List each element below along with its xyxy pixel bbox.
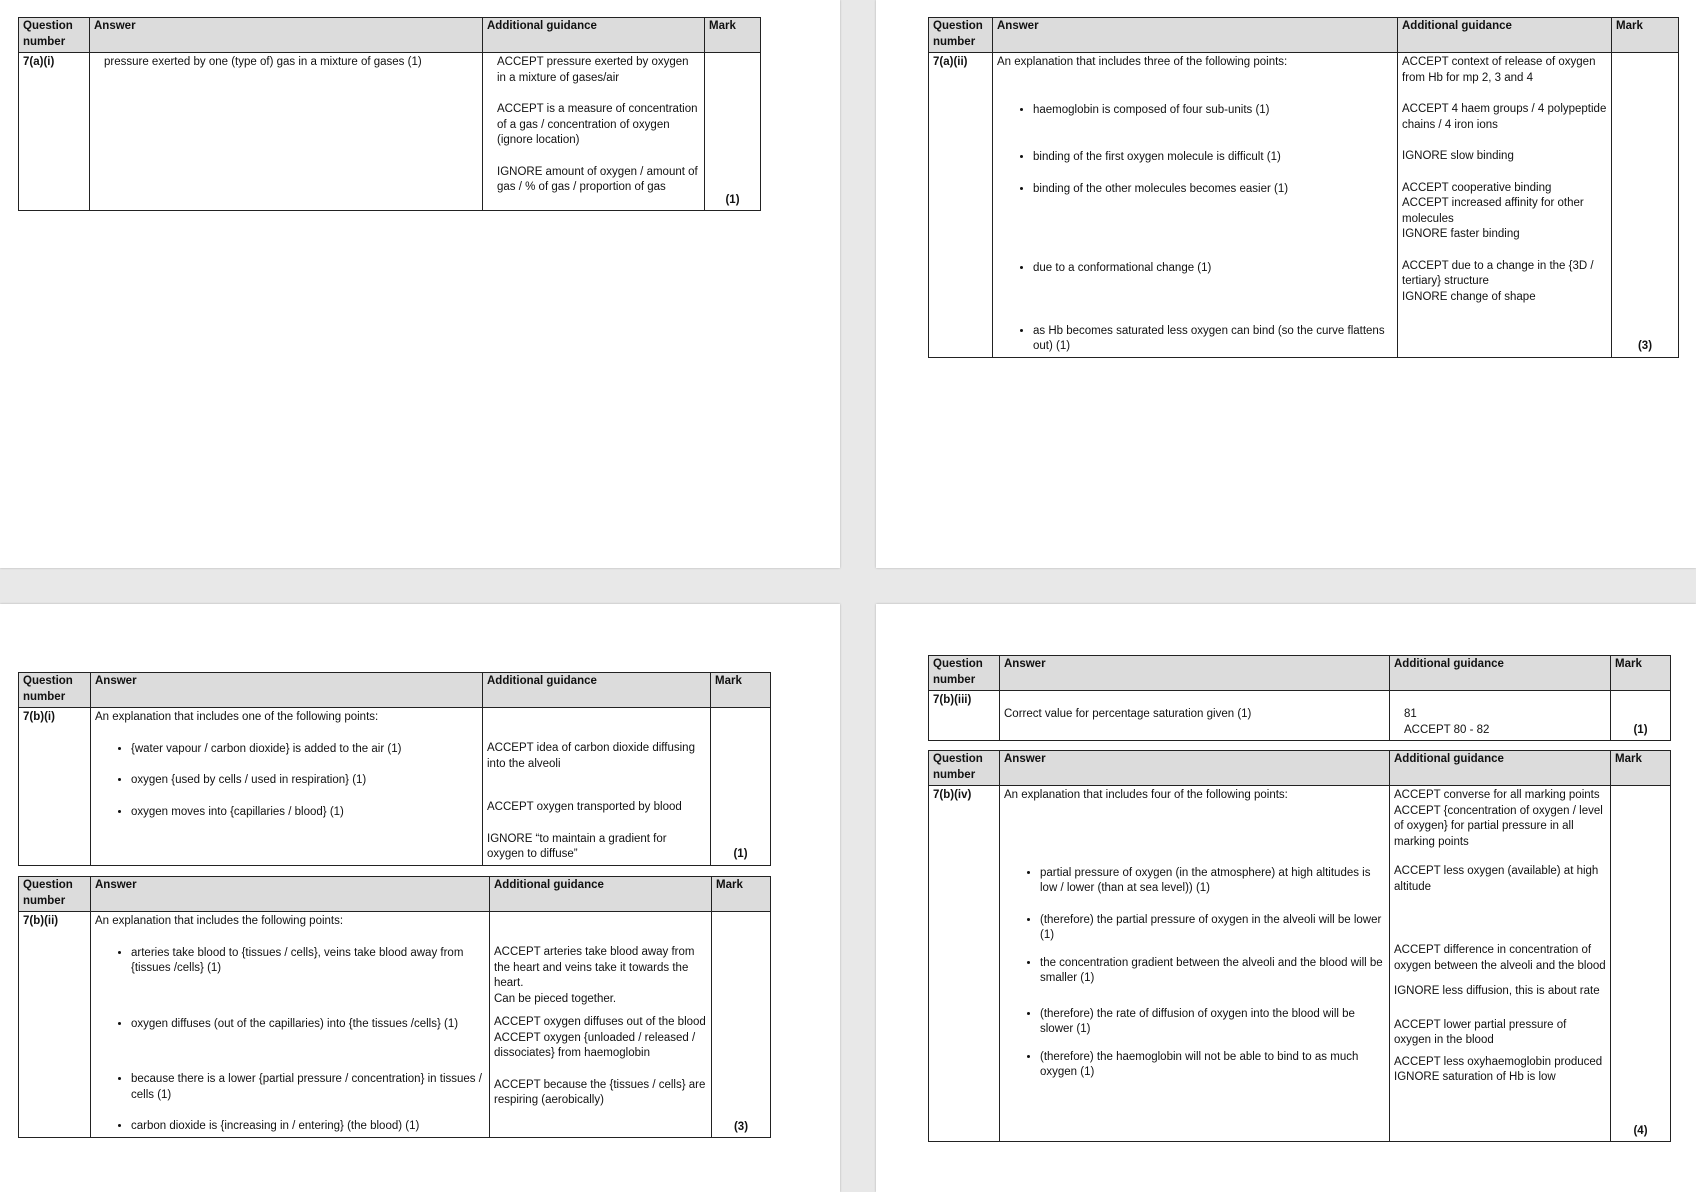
header-question-number: Question number xyxy=(929,18,993,53)
table-7a-i xyxy=(18,17,761,211)
header-question-number: Question number xyxy=(19,18,90,53)
answer-points xyxy=(95,946,485,1135)
answer-intro: An explanation that includes the following points: xyxy=(95,915,344,927)
answer-cell xyxy=(91,708,483,866)
mark-value: (3) xyxy=(1612,53,1679,358)
guidance-line: ACCEPT pressure exerted by oxygen in a mixture of gases/air xyxy=(497,56,689,84)
answer-point: • (therefore) the partial pressure of oxygen in the alveoli will be lower (1) xyxy=(1040,913,1385,944)
answer-intro: An explanation that includes three of the following points: xyxy=(997,56,1288,68)
answer-point: • binding of the first oxygen molecule is difficult (1) xyxy=(1033,150,1393,166)
guidance-line: IGNORE change of shape xyxy=(1402,290,1536,303)
header-answer: Answer xyxy=(91,673,483,708)
header-mark: Mark xyxy=(1611,751,1671,786)
answer-cell xyxy=(91,912,490,1138)
guidance-line: IGNORE amount of oxygen / amount of gas / % of gas / proportion of gas xyxy=(497,165,698,193)
guidance-line: IGNORE faster binding xyxy=(1402,228,1520,240)
guidance-line: ACCEPT due to a change in the {3D / tertiary} structure xyxy=(1402,259,1594,287)
guidance-line: ACCEPT 80 - 82 xyxy=(1404,723,1490,736)
guidance-cell xyxy=(483,53,705,211)
guidance-line: ACCEPT context of release of oxygen from Hb for mp 2, 3 and 4 xyxy=(1402,56,1596,84)
table-7b-iv xyxy=(928,750,1671,1142)
header-question-number: Question number xyxy=(19,877,91,912)
question-number: 7(a)(i) xyxy=(19,53,90,211)
guidance-line: ACCEPT difference in concentration of oxygen between the alveoli and the blood xyxy=(1394,944,1606,972)
header-guidance: Additional guidance xyxy=(1390,656,1611,691)
answer-point: • arteries take blood to {tissues / cells}, veins take blood away from {tissues /cells} (1) xyxy=(131,946,485,977)
guidance-cell xyxy=(1390,786,1611,1142)
answer-point: • oxygen moves into {capillaries / blood} (1) xyxy=(131,805,478,821)
guidance-line: ACCEPT oxygen transported by blood xyxy=(487,801,682,813)
guidance-line: ACCEPT less oxygen (available) at high altitude xyxy=(1394,865,1599,893)
table-7a-ii xyxy=(928,17,1679,358)
header-question-number: Question number xyxy=(929,751,1000,786)
header-guidance: Additional guidance xyxy=(1398,18,1612,53)
answer-point xyxy=(1040,866,1385,897)
guidance-cell xyxy=(1398,53,1612,358)
answer-points xyxy=(997,103,1393,355)
question-number: 7(b)(iv) xyxy=(929,786,1000,1142)
answer-point: • as Hb becomes saturated less oxygen can bind (so the curve flattens out) (1) xyxy=(1033,324,1393,355)
header-guidance: Additional guidance xyxy=(1390,751,1611,786)
guidance-line: ACCEPT less oxyhaemoglobin produced xyxy=(1394,1055,1603,1068)
header-guidance: Additional guidance xyxy=(483,673,711,708)
guidance-cell xyxy=(1390,691,1611,741)
table-7b-iii xyxy=(928,655,1671,741)
page-1 xyxy=(0,0,840,568)
answer-points xyxy=(95,742,478,821)
guidance-line: IGNORE “to maintain a gradient for oxygen to diffuse” xyxy=(487,832,667,860)
guidance-line: Can be pieced together. xyxy=(494,992,617,1005)
answer-point: • because there is a lower {partial pressure / concentration} in tissues / cells (1) xyxy=(131,1072,485,1103)
answer-cell xyxy=(1000,786,1390,1142)
question-number: 7(a)(ii) xyxy=(929,53,993,358)
answer-cell xyxy=(90,53,483,211)
guidance-line: ACCEPT increased affinity for other molecules xyxy=(1402,197,1584,225)
guidance-line: ACCEPT idea of carbon dioxide diffusing into the alveoli xyxy=(487,742,695,770)
guidance-cell xyxy=(483,708,711,866)
answer-point-line: • partial pressure of oxygen (in the atmosphere) at high altitudes is xyxy=(1040,866,1371,879)
answer-intro: An explanation that includes four of the following points: xyxy=(1004,789,1288,801)
mark-value: (1) xyxy=(711,708,771,866)
header-mark: Mark xyxy=(705,18,761,53)
header-guidance: Additional guidance xyxy=(483,18,705,53)
guidance-line: IGNORE slow binding xyxy=(1402,150,1514,162)
answer-point: • {water vapour / carbon dioxide} is added to the air (1) xyxy=(131,742,478,758)
header-guidance: Additional guidance xyxy=(490,877,712,912)
question-number: 7(b)(i) xyxy=(19,708,91,866)
page-3 xyxy=(0,604,840,1192)
guidance-line: ACCEPT arteries take blood away from the heart and veins take it towards the heart. xyxy=(494,946,695,989)
header-mark: Mark xyxy=(712,877,771,912)
header-question-number: Question number xyxy=(19,673,91,708)
answer-cell xyxy=(1000,691,1390,741)
guidance-line: ACCEPT because the {tissues / cells} are respiring (aerobically) xyxy=(494,1078,706,1106)
answer-point: • (therefore) the haemoglobin will not be able to bind to as much oxygen (1) xyxy=(1040,1050,1385,1081)
header-mark: Mark xyxy=(1611,656,1671,691)
answer-text: pressure exerted by one (type of) gas in a mixture of gases (1) xyxy=(104,56,422,68)
header-mark: Mark xyxy=(711,673,771,708)
guidance-line: ACCEPT cooperative binding xyxy=(1402,181,1552,194)
mark-value: (1) xyxy=(1611,691,1671,741)
answer-point: • the concentration gradient between the alveoli and the blood will be smaller (1) xyxy=(1040,956,1385,987)
answer-point: • carbon dioxide is {increasing in / entering} (the blood) (1) xyxy=(131,1119,485,1135)
guidance-line: 81 xyxy=(1404,708,1417,720)
answer-point-line: low / lower (than at sea level)) (1) xyxy=(1040,882,1211,894)
table-7b-ii xyxy=(18,876,771,1138)
mark-value: (3) xyxy=(712,912,771,1138)
header-answer: Answer xyxy=(993,18,1398,53)
answer-point: • (therefore) the rate of diffusion of oxygen into the blood will be slower (1) xyxy=(1040,1007,1385,1038)
answer-point: • binding of the other molecules becomes easier (1) xyxy=(1033,182,1393,198)
answer-point: • oxygen diffuses (out of the capillaries) into {the tissues /cells} (1) xyxy=(131,1017,485,1033)
guidance-line: IGNORE saturation of Hb is low xyxy=(1394,1071,1556,1083)
question-number: 7(b)(ii) xyxy=(19,912,91,1138)
answer-point: • oxygen {used by cells / used in respiration} (1) xyxy=(131,773,478,789)
guidance-line: IGNORE less diffusion, this is about rate xyxy=(1394,985,1600,997)
page-2 xyxy=(876,0,1696,568)
header-question-number: Question number xyxy=(929,656,1000,691)
guidance-line: ACCEPT {concentration of oxygen / level of oxygen} for partial pressure in all marking points xyxy=(1394,804,1603,848)
guidance-line: ACCEPT is a measure of concentration of a gas / concentration of oxygen (ignore location) xyxy=(497,103,698,146)
page-4 xyxy=(876,604,1696,1192)
guidance-cell xyxy=(490,912,712,1138)
answer-text: Correct value for percentage saturation given (1) xyxy=(1004,708,1252,720)
guidance-line: ACCEPT converse for all marking points xyxy=(1394,789,1600,801)
table-7b-i xyxy=(18,672,771,866)
answer-points xyxy=(1004,866,1385,1081)
header-answer: Answer xyxy=(1000,656,1390,691)
header-answer: Answer xyxy=(91,877,490,912)
answer-intro: An explanation that includes one of the following points: xyxy=(95,711,379,723)
guidance-line: ACCEPT lower partial pressure of oxygen in the blood xyxy=(1394,1018,1567,1046)
question-number: 7(b)(iii) xyxy=(929,691,1000,741)
header-answer: Answer xyxy=(1000,751,1390,786)
header-mark: Mark xyxy=(1612,18,1679,53)
answer-cell xyxy=(993,53,1398,358)
guidance-line: ACCEPT oxygen diffuses out of the blood ACCEPT oxygen {unloaded / released / dissociates} from haemoglobin xyxy=(494,1016,706,1059)
header-answer: Answer xyxy=(90,18,483,53)
mark-value: (1) xyxy=(705,53,761,211)
answer-point: • due to a conformational change (1) xyxy=(1033,261,1393,277)
mark-value: (4) xyxy=(1611,786,1671,1142)
guidance-line: ACCEPT 4 haem groups / 4 polypeptide chains / 4 iron ions xyxy=(1402,103,1607,131)
answer-point: • haemoglobin is composed of four sub-units (1) xyxy=(1033,103,1393,119)
